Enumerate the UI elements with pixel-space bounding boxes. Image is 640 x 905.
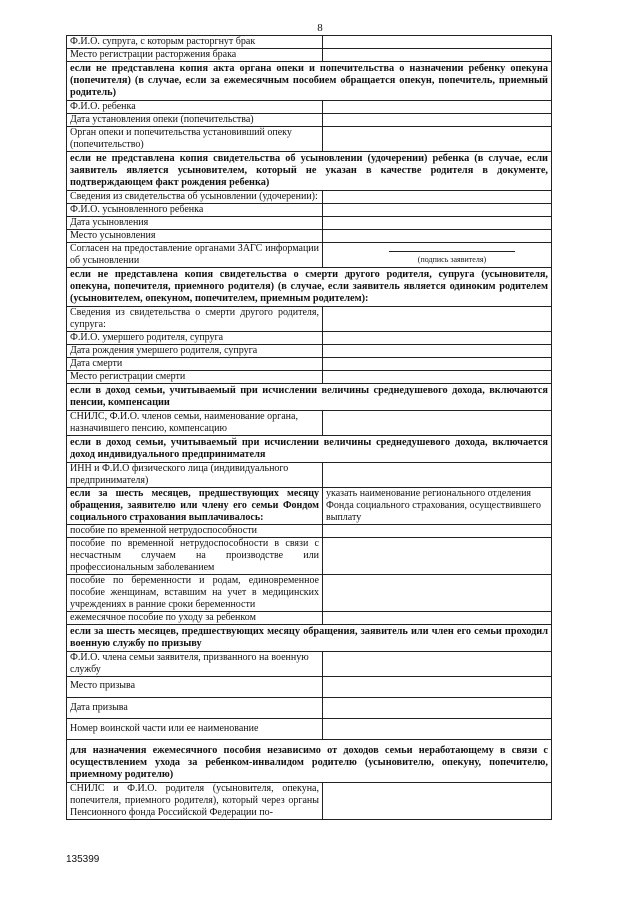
section-header-row (66, 435, 552, 462)
pension-label: СНИЛС, Ф.И.О. членов семьи, наименование органа, назначившего пенсию, компенсацию (67, 411, 323, 435)
table-row (66, 190, 552, 203)
table-row (66, 651, 552, 676)
adoption-consent-label: Согласен на предоставление органами ЗАГС информации об усыновлении (67, 243, 323, 267)
table-row (66, 331, 552, 344)
social-insurance-item: пособие по временной нетрудоспособности (67, 525, 323, 537)
death-cert-info-value[interactable] (323, 307, 551, 331)
signature-line (389, 251, 515, 252)
death-birth-date-value[interactable] (323, 345, 551, 357)
disabled-care-section-header: для назначения ежемесячного пособия независимо от доходов семьи неработающему в связи с осуществлением ухода за ребенком-инвалидом родителю (усыновителю, опекуну, попечителю, приемному родителю) (70, 745, 548, 780)
table-row (66, 574, 552, 611)
pension-section-header: если в доход семьи, учитываемый при исчислении величины среднедушевого дохода, включаются пенсии, компенсации (70, 385, 548, 408)
social-insurance-header-left: если за шесть месяцев, предшествующих месяцу обращения, заявителю или члену его семьи Фондом социального страхования выплачивалось: (67, 488, 323, 524)
social-insurance-item-value[interactable] (323, 525, 551, 537)
divorce-place-value[interactable] (323, 49, 551, 61)
pension-value[interactable] (323, 411, 551, 435)
table-row (66, 697, 552, 718)
table-row (66, 242, 552, 267)
social-insurance-item-value[interactable] (323, 612, 551, 624)
death-place-label: Место регистрации смерти (67, 371, 323, 383)
section-header-row (66, 151, 552, 190)
death-date-label: Дата смерти (67, 358, 323, 370)
guardianship-authority-value[interactable] (323, 127, 551, 151)
table-row (66, 344, 552, 357)
military-date-value[interactable] (323, 698, 551, 718)
military-fio-value[interactable] (323, 652, 551, 676)
table-row (66, 216, 552, 229)
entrepreneur-value[interactable] (323, 463, 551, 487)
disabled-care-label: СНИЛС и Ф.И.О. родителя (усыновителя, опекуна, попечителя, приемного родителя), который через органы Пенсионного фонда Российской Федерации по- (67, 783, 323, 819)
signature-caption: (подпись заявителя) (417, 255, 487, 264)
table-row (66, 48, 552, 61)
table-row (66, 487, 552, 524)
death-section-header: если не представлена копия свидетельства о смерти другого родителя, супруга (усыновителя, опекуна, попечителя, приемного родителя) (в случае, если заявитель является одиноким родителем (усыновителем, опекуном, попечителем, приемным родителем): (70, 269, 548, 304)
table-row (66, 782, 552, 820)
table-row (66, 370, 552, 383)
adoption-section-header: если не представлена копия свидетельства об усыновлении (удочерении) ребенка (в случае, если заявитель является усыновителем, который не указан в качестве родителя в документе, подтверждающем факт рождения ребенка) (70, 153, 548, 188)
divorce-spouse-fio-value[interactable] (323, 36, 551, 48)
table-row (66, 537, 552, 574)
table-row (66, 357, 552, 370)
social-insurance-item: пособие по беременности и родам, единовременное пособие женщинам, вставшим на учет в медицинских учреждениях в ранние сроки беременности (67, 575, 323, 611)
social-insurance-item-value[interactable] (323, 575, 551, 611)
table-row (66, 410, 552, 435)
military-unit-label: Номер воинской части или ее наименование (67, 719, 323, 739)
table-row (66, 35, 552, 48)
page-number: 8 (317, 22, 323, 34)
disabled-care-value[interactable] (323, 783, 551, 819)
table-row (66, 718, 552, 739)
section-header-row (66, 61, 552, 100)
table-row (66, 203, 552, 216)
military-section-header: если за шесть месяцев, предшествующих месяцу обращения, заявитель или член его семьи проходил военную службу по призыву (70, 626, 548, 649)
death-fio-label: Ф.И.О. умершего родителя, супруга (67, 332, 323, 344)
death-fio-value[interactable] (323, 332, 551, 344)
military-date-label: Дата призыва (67, 698, 323, 718)
table-row (66, 100, 552, 113)
guardianship-date-value[interactable] (323, 114, 551, 126)
social-insurance-item-value[interactable] (323, 538, 551, 574)
table-row (66, 306, 552, 331)
divorce-place-label: Место регистрации расторжения брака (67, 49, 323, 61)
death-place-value[interactable] (323, 371, 551, 383)
military-place-value[interactable] (323, 677, 551, 697)
death-birth-date-label: Дата рождения умершего родителя, супруга (67, 345, 323, 357)
adoption-date-value[interactable] (323, 217, 551, 229)
death-cert-info-label: Сведения из свидетельства о смерти другого родителя, супруга: (67, 307, 323, 331)
guardianship-child-fio-label: Ф.И.О. ребенка (67, 101, 323, 113)
application-form-table (66, 35, 552, 820)
table-row (66, 611, 552, 624)
section-header-row (66, 739, 552, 782)
adoption-cert-info-label: Сведения из свидетельства об усыновлении (удочерении): (67, 191, 323, 203)
divorce-spouse-fio-label: Ф.И.О. супруга, с которым расторгнут брак (67, 36, 323, 48)
adoption-date-label: Дата усыновления (67, 217, 323, 229)
adoption-child-fio-label: Ф.И.О. усыновленного ребенка (67, 204, 323, 216)
table-row (66, 126, 552, 151)
adoption-cert-info-value[interactable] (323, 191, 551, 203)
social-insurance-item: пособие по временной нетрудоспособности в связи с несчастным случаем на производстве или профессиональным заболеванием (67, 538, 323, 574)
military-place-label: Место призыва (67, 677, 323, 697)
guardianship-section-header: если не представлена копия акта органа опеки и попечительства о назначении ребенку опекуна (попечителя) (в случае, если за ежемесячным пособием обращается опекун, попечитель, приемный родитель) (70, 63, 548, 98)
section-header-row (66, 624, 552, 651)
document-number: 135399 (66, 854, 100, 865)
section-header-row (66, 267, 552, 306)
adoption-place-label: Место усыновления (67, 230, 323, 242)
table-row (66, 676, 552, 697)
adoption-child-fio-value[interactable] (323, 204, 551, 216)
social-insurance-item: ежемесячное пособие по уходу за ребенком (67, 612, 323, 624)
section-header-row (66, 383, 552, 410)
entrepreneur-section-header: если в доход семьи, учитываемый при исчислении величины среднедушевого дохода, включается доход индивидуального предпринимателя (70, 437, 548, 460)
guardianship-authority-label: Орган опеки и попечительства установивший опеку (попечительство) (67, 127, 323, 151)
guardianship-date-label: Дата установления опеки (попечительства) (67, 114, 323, 126)
table-row (66, 113, 552, 126)
social-insurance-header-right: указать наименование регионального отделения Фонда социального страхования, осуществившего выплату (326, 488, 542, 523)
adoption-place-value[interactable] (323, 230, 551, 242)
entrepreneur-label: ИНН и Ф.И.О физического лица (индивидуального предпринимателя) (67, 463, 323, 487)
table-row (66, 462, 552, 487)
military-unit-value[interactable] (323, 719, 551, 739)
death-date-value[interactable] (323, 358, 551, 370)
military-fio-label: Ф.И.О. члена семьи заявителя, призванного на военную службу (67, 652, 323, 676)
table-row (66, 229, 552, 242)
guardianship-child-fio-value[interactable] (323, 101, 551, 113)
adoption-consent-signature[interactable] (323, 243, 551, 267)
table-row (66, 524, 552, 537)
